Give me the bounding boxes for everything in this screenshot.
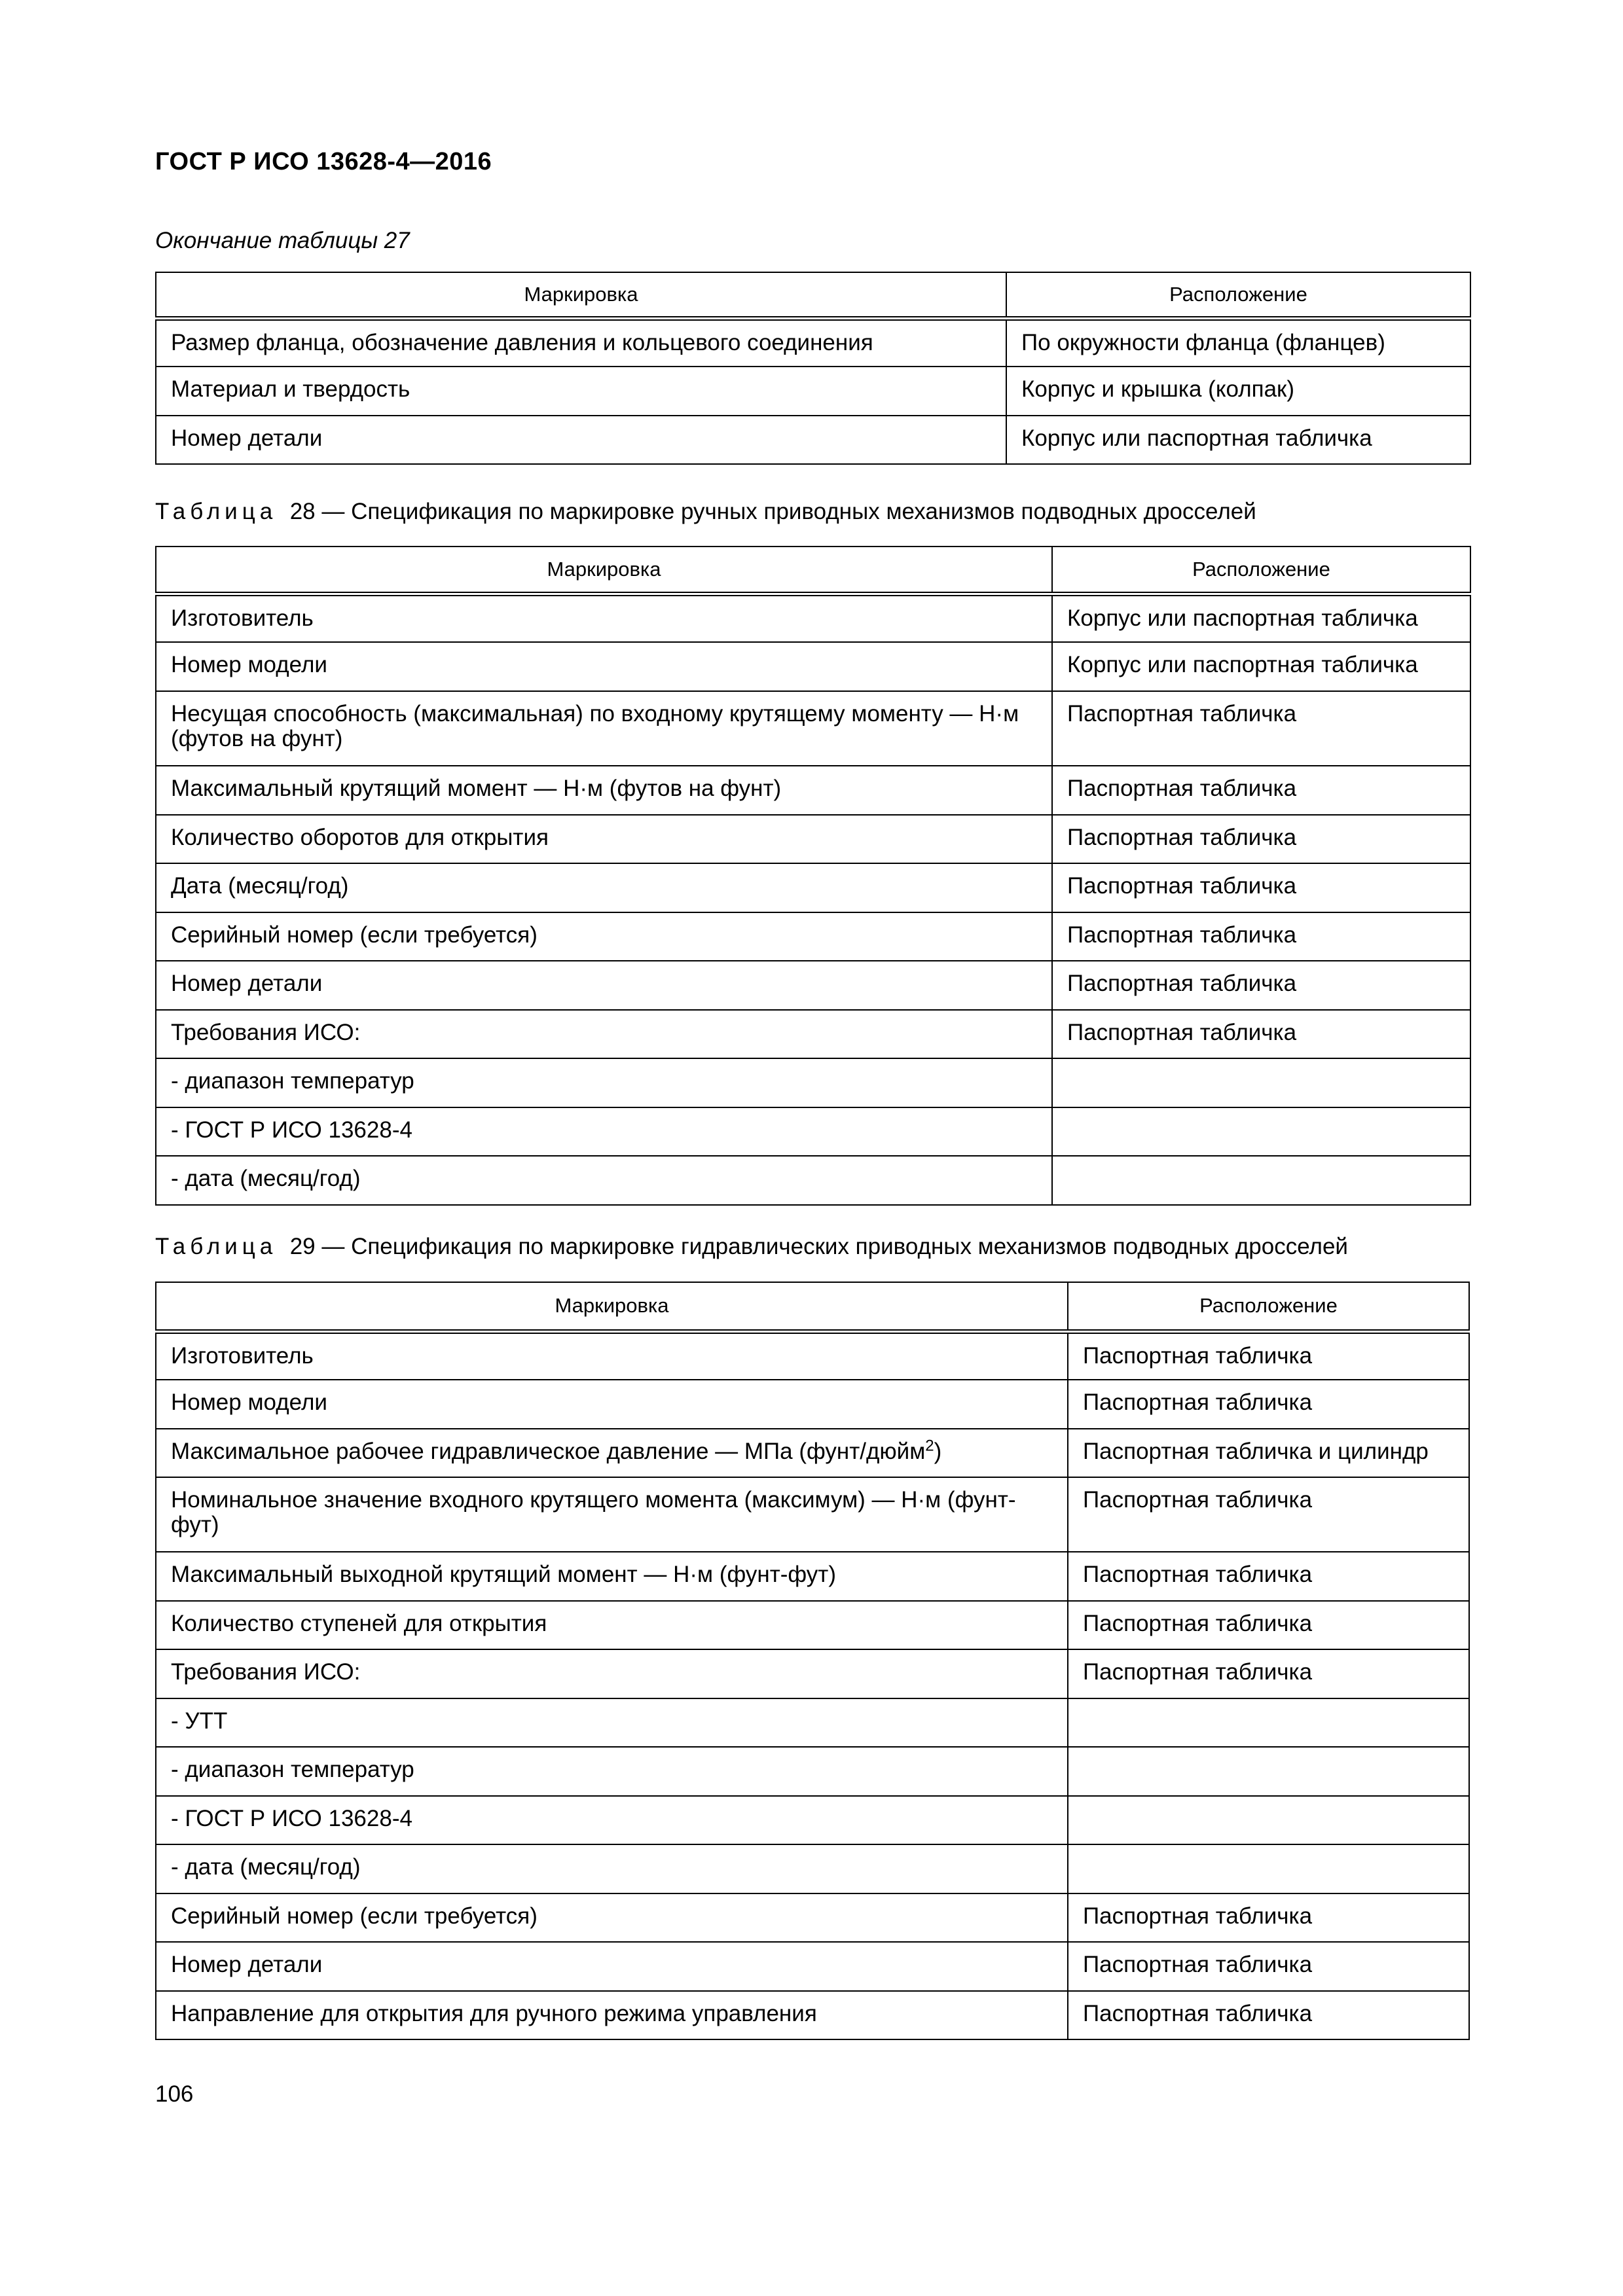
location-cell: Паспортная табличка [1068,1477,1469,1552]
marking-cell: - УТТ [156,1698,1068,1747]
table-row [156,642,1470,691]
table-row [156,1477,1469,1552]
marking-cell: Максимальный крутящий момент — Н·м (футов на фунт) [156,766,1052,815]
marking-cell: Изготовитель [156,594,1052,642]
marking-cell: Требования ИСО: [156,1649,1068,1698]
location-cell: Паспортная табличка и цилиндр [1068,1429,1469,1477]
table-row [156,1010,1470,1058]
location-cell: Паспортная табличка [1052,815,1470,863]
table-29 [155,1282,1470,2040]
marking-cell: Направление для открытия для ручного режима управления [156,1991,1068,2039]
marking-cell: Максимальный выходной крутящий момент — Н·м (фунт-фут) [156,1552,1068,1601]
column-header-location: Расположение [1052,547,1470,594]
location-cell: Паспортная табличка [1068,1649,1469,1698]
location-cell: Паспортная табличка [1068,1601,1469,1649]
column-header-location: Расположение [1068,1282,1469,1331]
location-cell: Паспортная табличка [1052,766,1470,815]
table-title: 28 — Спецификация по маркировке ручных приводных механизмов подводных дросселей [289,499,1256,524]
table-row [156,961,1470,1010]
table-row [156,1331,1469,1380]
marking-cell: - диапазон температур [156,1058,1052,1107]
table-row [156,1942,1469,1991]
table-row [156,416,1470,464]
table-title: 29 — Спецификация по маркировке гидравлических приводных механизмов подводных дросселей [289,1234,1348,1259]
marking-cell: Несущая способность (максимальная) по входному крутящему моменту — Н·м (футов на фунт) [156,691,1052,766]
table-row [156,1552,1469,1601]
marking-cell: - диапазон температур [156,1747,1068,1796]
location-cell [1068,1747,1469,1796]
marking-cell: Номер детали [156,416,1006,464]
table-label: Таблица [155,1234,278,1259]
marking-cell: Дата (месяц/год) [156,863,1052,912]
location-cell [1052,1107,1470,1156]
table-row [156,1698,1469,1747]
table-28-caption [155,499,1256,525]
table-row [156,691,1470,766]
table-row [156,863,1470,912]
table-row [156,912,1470,961]
table-row [156,1429,1469,1477]
column-header-marking: Маркировка [156,1282,1068,1331]
location-cell [1068,1796,1469,1844]
column-header-location: Расположение [1006,272,1470,318]
location-cell: Паспортная табличка [1068,1552,1469,1601]
table-28-header-row [156,547,1470,594]
table-row [156,1844,1469,1893]
table-row [156,318,1470,367]
table-row [156,1107,1470,1156]
location-cell: Корпус и крышка (колпак) [1006,367,1470,416]
marking-cell: Номинальное значение входного крутящего момента (максимум) — Н·м (фунт-фут) [156,1477,1068,1552]
location-cell: Корпус или паспортная табличка [1052,642,1470,691]
table-27 [155,272,1471,465]
location-cell: Паспортная табличка [1068,1380,1469,1429]
location-cell: Паспортная табличка [1052,691,1470,766]
table-row [156,1796,1469,1844]
table-row [156,1380,1469,1429]
table-29-header-row [156,1282,1469,1331]
table-row [156,1991,1469,2039]
table-27-header-row [156,272,1470,318]
table-row [156,766,1470,815]
table-28 [155,546,1471,1206]
marking-cell: - дата (месяц/год) [156,1156,1052,1205]
pressure-label: Максимальное рабочее гидравлическое давление — МПа (фунт/дюйм [171,1439,926,1464]
page-number: 106 [155,2081,194,2107]
location-cell: Паспортная табличка [1052,912,1470,961]
location-cell [1068,1698,1469,1747]
location-cell: Паспортная табличка [1052,863,1470,912]
location-cell: Корпус или паспортная табличка [1006,416,1470,464]
location-cell: Паспортная табличка [1052,1010,1470,1058]
location-cell [1068,1844,1469,1893]
table-row [156,1058,1470,1107]
pressure-label-close: ) [934,1439,942,1464]
location-cell: Паспортная табличка [1068,1942,1469,1991]
document-header: ГОСТ Р ИСО 13628-4—2016 [155,148,492,175]
table-row [156,1893,1469,1942]
column-header-marking: Маркировка [156,272,1006,318]
location-cell: Паспортная табличка [1068,1991,1469,2039]
marking-cell: Количество ступеней для открытия [156,1601,1068,1649]
location-cell: Паспортная табличка [1068,1331,1469,1380]
marking-cell: Серийный номер (если требуется) [156,1893,1068,1942]
table-row [156,815,1470,863]
table-29-caption [155,1234,1348,1260]
location-cell: Корпус или паспортная табличка [1052,594,1470,642]
marking-cell: Номер модели [156,1380,1068,1429]
table-row [156,1601,1469,1649]
marking-cell: Материал и твердость [156,367,1006,416]
table-label: Таблица [155,499,278,524]
location-cell [1052,1058,1470,1107]
location-cell: Паспортная табличка [1068,1893,1469,1942]
marking-cell [156,1429,1068,1477]
column-header-marking: Маркировка [156,547,1052,594]
table-27-caption: Окончание таблицы 27 [155,228,410,253]
table-row [156,1156,1470,1205]
marking-cell: - ГОСТ Р ИСО 13628-4 [156,1796,1068,1844]
superscript: 2 [925,1437,934,1455]
marking-cell: Размер фланца, обозначение давления и кольцевого соединения [156,318,1006,367]
table-row [156,367,1470,416]
location-cell: По окружности фланца (фланцев) [1006,318,1470,367]
marking-cell: - ГОСТ Р ИСО 13628-4 [156,1107,1052,1156]
marking-cell: Количество оборотов для открытия [156,815,1052,863]
table-row [156,594,1470,642]
marking-cell: Серийный номер (если требуется) [156,912,1052,961]
marking-cell: Изготовитель [156,1331,1068,1380]
location-cell: Паспортная табличка [1052,961,1470,1010]
marking-cell: Требования ИСО: [156,1010,1052,1058]
marking-cell: Номер модели [156,642,1052,691]
marking-cell: Номер детали [156,1942,1068,1991]
marking-cell: - дата (месяц/год) [156,1844,1068,1893]
location-cell [1052,1156,1470,1205]
table-row [156,1649,1469,1698]
marking-cell: Номер детали [156,961,1052,1010]
table-row [156,1747,1469,1796]
